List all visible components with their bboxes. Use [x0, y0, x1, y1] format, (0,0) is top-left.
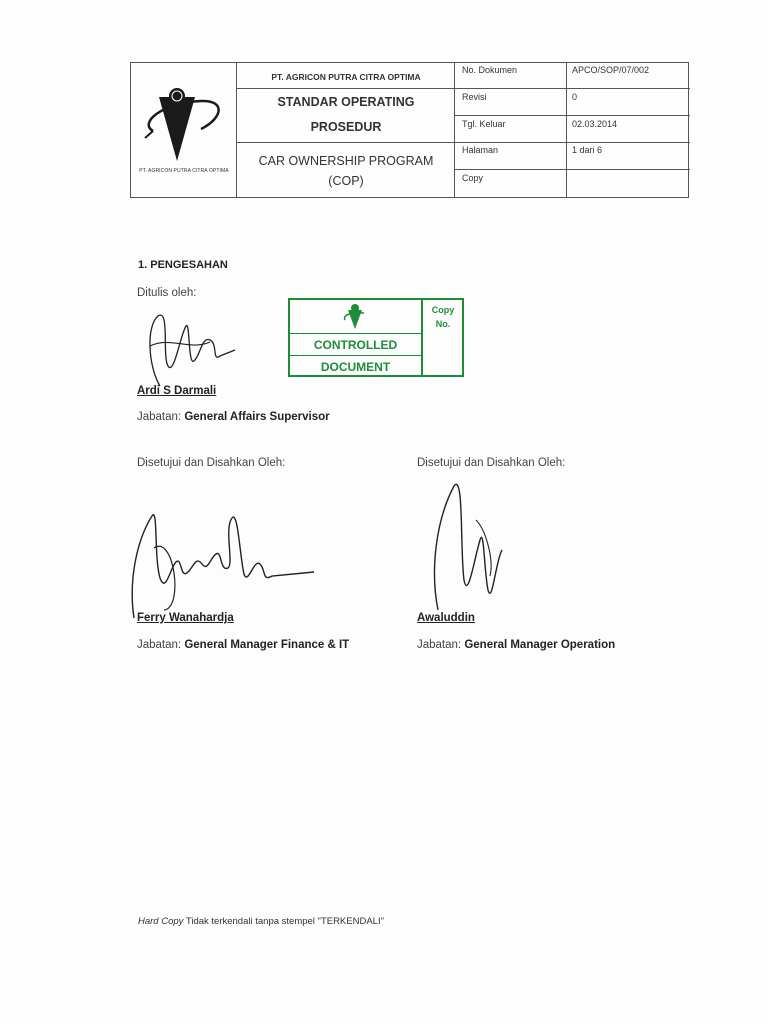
meta-label-copy: Copy [462, 173, 484, 183]
stamp-copy-label: Copy [431, 305, 455, 315]
author-name: Ardi S Darmali [137, 385, 217, 397]
meta-label-revision: Revisi [462, 92, 487, 102]
footer-note [138, 916, 384, 927]
document-header-table [130, 62, 689, 198]
section-heading: 1. PENGESAHAN [138, 259, 228, 271]
approver-2-name: Awaluddin [417, 612, 475, 624]
approver-2-signature [424, 480, 514, 615]
company-logo [131, 63, 236, 199]
company-name: PT. AGRICON PUTRA CITRA OPTIMA [271, 72, 421, 82]
meta-value-document-no: APCO/SOP/07/002 [572, 65, 650, 75]
footer-text: Tidak terkendali tanpa stempel "TERKENDALI" [183, 916, 384, 927]
logo-caption: PT. AGRICON PUTRA CITRA OPTIMA [139, 168, 229, 174]
title-line-1: STANDAR OPERATING [277, 95, 415, 109]
stamp-line-2: DOCUMENT [320, 360, 391, 374]
meta-value-revision: 0 [572, 92, 578, 102]
author-signature [140, 306, 240, 392]
approver-1-label: Disetujui dan Disahkan Oleh: [137, 457, 286, 469]
program-line-2: (COP) [328, 174, 364, 188]
approver-1-job-label: Jabatan: [137, 639, 182, 651]
author-job-title: General Affairs Supervisor [184, 411, 330, 423]
stamp-line-1: CONTROLLED [313, 338, 398, 352]
footer-italic: Hard Copy [138, 916, 184, 927]
approver-1-name: Ferry Wanahardja [137, 612, 234, 624]
approver-1-signature [124, 498, 324, 623]
controlled-document-stamp [288, 298, 464, 377]
approver-1-job [137, 639, 349, 651]
approver-1-job-title: General Manager Finance & IT [184, 639, 350, 651]
meta-value-issue-date: 02.03.2014 [572, 119, 618, 129]
approver-2-job [417, 639, 615, 651]
meta-label-issue-date: Tgl. Keluar [462, 119, 506, 129]
author-job [137, 411, 330, 423]
program-title [237, 145, 455, 197]
approver-2-job-label: Jabatan: [417, 639, 462, 651]
approver-2-job-title: General Manager Operation [464, 639, 616, 651]
meta-value-page: 1 dari 6 [572, 145, 603, 155]
stamp-copy-no [423, 303, 463, 331]
meta-label-document-no: No. Dokumen [462, 65, 518, 75]
written-by-label: Ditulis oleh: [137, 287, 197, 299]
stamp-no-label: No. [435, 319, 451, 329]
meta-label-page: Halaman [462, 145, 499, 155]
stamp-logo-icon [342, 302, 368, 330]
program-line-1: CAR OWNERSHIP PROGRAM [258, 154, 434, 168]
approver-2-label: Disetujui dan Disahkan Oleh: [417, 457, 566, 469]
author-job-label: Jabatan: [137, 411, 182, 423]
document-type-title [237, 90, 455, 142]
title-line-2: PROSEDUR [310, 120, 382, 134]
